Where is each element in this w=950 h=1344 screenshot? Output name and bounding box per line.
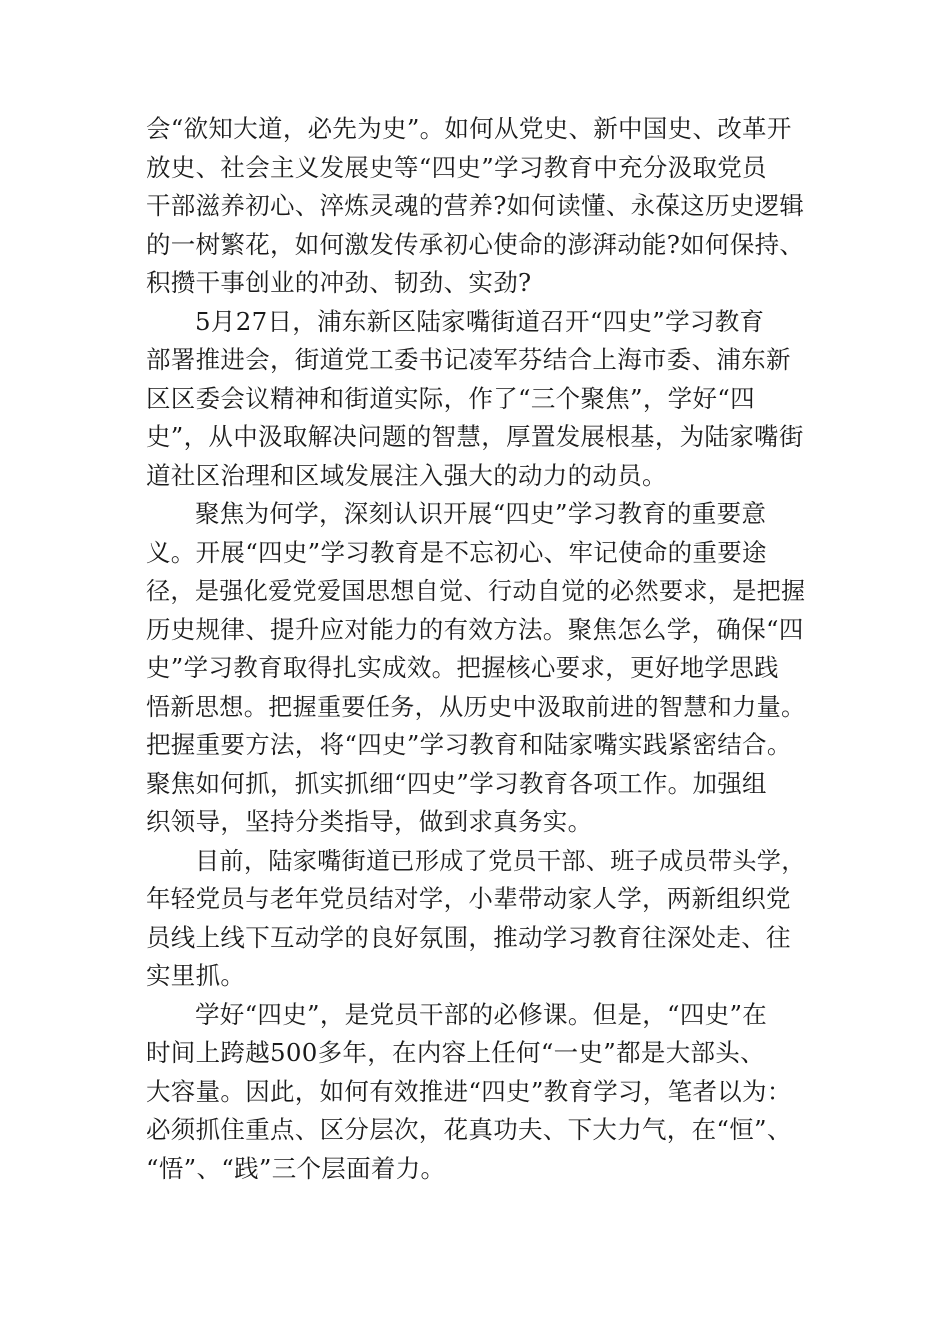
text-line: 干部滋养初心、淬炼灵魂的营养?如何读懂、永葆这历史逻辑 [146,191,805,220]
paragraph-1 [146,110,806,303]
text-line: 必须抓住重点、区分层次，花真功夫、下大力气，在“恒”、 [146,1115,792,1144]
text-line: 聚焦如何抓，抓实抓细“四史”学习教育各项工作。加强组 [146,768,767,798]
text-line: 织领导，坚持分类指导，做到求真务实。 [146,807,593,836]
text-line: 义。开展“四史”学习教育是不忘初心、牢记使命的重要途 [146,537,767,567]
text-line: 的一树繁花，如何激发传承初心使命的澎湃动能?如何保持、 [146,229,805,259]
text-line: 学好“四史”，是党员干部的必修课。但是，“四史”在 [195,999,768,1029]
text-line: 大容量。因此，如何有效推进“四史”教育学习，笔者以为： [146,1076,792,1106]
text-line: 时间上跨越500多年，在内容上任何“一史”都是大部头、 [146,1038,765,1067]
text-line: 史”学习教育取得扎实成效。把握核心要求，更好地学思践 [146,653,779,682]
text-line: 道社区治理和区域发展注入强大的动力的动员。 [146,460,667,490]
text-line: 把握重要方法，将“四史”学习教育和陆家嘴实践紧密结合。 [146,730,792,759]
text-line: 历史规律、提升应对能力的有效方法。聚焦怎么学，确保“四 [146,614,804,644]
text-line: 目前，陆家嘴街道已形成了党员干部、班子成员带头学， [195,846,806,875]
text-line: 区区委会议精神和街道实际，作了“三个聚焦”，学好“四 [146,383,755,413]
paragraph-5 [146,996,806,1189]
text-line: 部署推进会，街道党工委书记凌军芬结合上海市委、浦东新 [146,345,791,374]
text-line: 实里抓。 [146,961,246,990]
text-line: 放史、社会主义发展史等“四史”学习教育中充分汲取党员 [146,152,767,182]
paragraph-4 [146,842,806,996]
text-line: 5月27日，浦东新区陆家嘴街道召开“四史”学习教育 [195,306,765,336]
text-line: 积攒干事创业的冲劲、韧劲、实劲? [146,268,532,297]
text-line: 年轻党员与老年党员结对学，小辈带动家人学，两新组织党 [146,884,791,913]
text-line: 径，是强化爱党爱国思想自觉、行动自觉的必然要求，是把握 [146,577,806,605]
paragraph-2 [146,303,806,496]
text-line: 会“欲知大道，必先为史”。如何从党史、新中国史、改革开 [146,114,792,143]
text-line: 悟新思想。把握重要任务，从历史中汲取前进的智慧和力量。 [146,692,806,721]
paragraph-3 [146,495,806,842]
text-line: “悟”、“践”三个层面着力。 [146,1153,446,1183]
text-line: 员线上线下互动学的良好氛围，推动学习教育往深处走、往 [146,922,791,952]
text-line: 史”，从中汲取解决问题的智慧，厚置发展根基，为陆家嘴街 [146,422,804,451]
text-line: 聚焦为何学，深刻认识开展“四史”学习教育的重要意 [195,499,767,528]
document-body [146,110,806,1188]
